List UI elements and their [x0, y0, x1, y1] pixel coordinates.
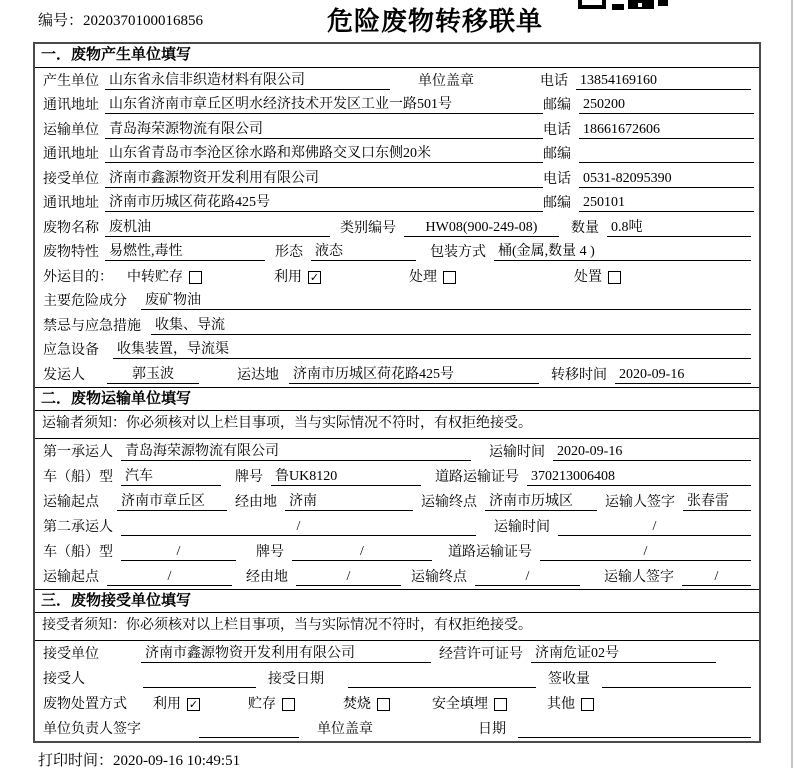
- section-producer-heading: 一．废物产生单位填写: [35, 44, 759, 68]
- section-producer: [35, 44, 759, 387]
- receiver-address-value: 济南市历城区荷花路425号: [105, 191, 543, 212]
- plate1-label: 牌号: [235, 469, 263, 485]
- transport-unit-label: 运输单位: [43, 122, 99, 138]
- transport-time2-label: 运输时间: [494, 519, 550, 535]
- waste-traits-value: 易燃性,毒性: [105, 240, 265, 261]
- producer-address-value: 山东省济南市章丘区明水经济技术开发区工业一路501号: [105, 93, 543, 114]
- transport-notice: 运输者须知：你必须核对以上栏目事项，当与实际情况不符时，有权拒绝接受。: [35, 411, 759, 439]
- waste-code-value: HW08(900-249-08): [404, 220, 559, 237]
- row-vehicle2: [35, 539, 759, 564]
- receipt-qty-label: 签收量: [548, 671, 590, 687]
- manifest-form: [33, 42, 761, 743]
- route2-via-label: 经由地: [246, 569, 288, 585]
- row-vehicle1: [35, 464, 759, 489]
- route1-sign-label: 运输人签字: [605, 494, 675, 510]
- transport-time1-value: 2020-09-16: [553, 444, 751, 461]
- row-transport-unit: [35, 117, 759, 142]
- sender-label: 发运人: [43, 367, 85, 383]
- row-transfer-purpose: [35, 264, 759, 289]
- transport-time1-label: 运输时间: [489, 444, 545, 460]
- row-receiver-unit: [35, 166, 759, 191]
- first-carrier-label: 第一承运人: [43, 444, 113, 460]
- receiver-address-label: 通讯地址: [43, 196, 99, 211]
- purpose-option-use-label: 利用: [274, 269, 302, 285]
- print-time-label: 打印时间：: [38, 753, 114, 769]
- producer-phone-value: 13854169160: [576, 73, 751, 90]
- row-first-carrier: [35, 439, 759, 464]
- packing-label: 包装方式: [430, 245, 486, 260]
- route2-via-value: /: [296, 569, 401, 586]
- route2-end-value: /: [475, 569, 580, 586]
- route2-start-label: 运输起点: [43, 569, 99, 585]
- sender-value: 郭玉波: [107, 363, 199, 384]
- license-value: 济南危证02号: [531, 642, 716, 663]
- waste-qty-label: 数量: [571, 220, 599, 236]
- receiver-unit-label: 接受单位: [43, 171, 99, 187]
- route2-sign-label: 运输人签字: [604, 569, 674, 585]
- row-accept-unit: [35, 641, 759, 666]
- transport-phone-label: 电话: [543, 122, 571, 138]
- transport-zip-label: 邮编: [543, 147, 571, 162]
- producer-unit-label: 产生单位: [43, 73, 99, 89]
- row-transport-address: [35, 142, 759, 167]
- disposal-other-label: 其他: [547, 696, 575, 712]
- disposal-other-checkbox: [581, 698, 594, 711]
- plate2-label: 牌号: [256, 544, 284, 560]
- producer-zip-value: 250200: [579, 97, 754, 114]
- vehicle-type1-value: 汽车: [121, 465, 221, 486]
- disposal-use-label: 利用: [153, 696, 181, 712]
- receiver-phone-value: 0531-82095390: [579, 171, 754, 188]
- purpose-option-storage-label: 中转贮存: [127, 269, 183, 285]
- disposal-landfill-checkbox: [494, 698, 507, 711]
- purpose-storage-checkbox: [189, 271, 202, 284]
- row-receiver-address: [35, 191, 759, 216]
- first-carrier-value: 青岛海荣源物流有限公司: [121, 440, 471, 461]
- plate2-value: /: [292, 544, 432, 561]
- section-receiver: [35, 589, 759, 741]
- producer-phone-label: 电话: [540, 73, 568, 89]
- route1-end-label: 运输终点: [421, 494, 477, 510]
- disposal-incinerate-label: 焚烧: [343, 696, 371, 712]
- route1-sign-value: 张春雷: [683, 490, 751, 511]
- waste-name-label: 废物名称: [43, 220, 99, 236]
- disposal-storage-label: 贮存: [248, 696, 276, 712]
- row-second-carrier: [35, 514, 759, 539]
- producer-address-label: 通讯地址: [43, 98, 99, 113]
- section-receiver-heading: 三．废物接受单位填写: [35, 589, 759, 613]
- row-producer-unit: [35, 68, 759, 93]
- transport-time2-value: /: [558, 519, 751, 536]
- waste-form-label: 形态: [275, 245, 303, 260]
- print-time-line: [38, 749, 240, 770]
- row-producer-address: [35, 93, 759, 118]
- transfer-time-value: 2020-09-16: [615, 367, 751, 384]
- section-transport: [35, 387, 759, 589]
- waste-code-label: 类别编号: [340, 220, 396, 236]
- unit-seal2-label: 单位盖章: [317, 721, 373, 737]
- unit-seal-label: 单位盖章: [418, 73, 474, 89]
- destination-value: 济南市历城区荷花路425号: [289, 363, 539, 384]
- row-emergency-equipment: [35, 338, 759, 363]
- row-accept-person: [35, 666, 759, 691]
- row-dispatch: [35, 362, 759, 387]
- vehicle-type1-label: 车（船）型: [43, 469, 113, 485]
- route1-via-value: 济南: [285, 490, 413, 511]
- route1-start-value: 济南市章丘区: [117, 490, 227, 511]
- purpose-option-treat-label: 处理: [409, 269, 437, 285]
- transport-unit-value: 青岛海荣源物流有限公司: [105, 118, 543, 139]
- serial-value: 2020370100016856: [83, 13, 204, 29]
- emergency-measures-label: 禁忌与应急措施: [43, 318, 141, 334]
- disposal-landfill-label: 安全填埋: [432, 696, 488, 712]
- second-carrier-value: /: [121, 519, 476, 536]
- accept-unit-value: 济南市鑫源物资开发利用有限公司: [141, 642, 431, 663]
- road-permit1-value: 370213006408: [527, 469, 751, 486]
- section-transport-heading: 二．废物运输单位填写: [35, 387, 759, 411]
- hazard-component-value: 废矿物油: [141, 289, 751, 310]
- emergency-measures-value: 收集、导流: [151, 314, 751, 335]
- waste-qty-value: 0.8吨: [607, 216, 751, 237]
- accept-date-value: [348, 671, 536, 688]
- accept-person-value: [143, 671, 256, 688]
- emergency-equipment-value: 收集装置，导流渠: [113, 338, 751, 359]
- transfer-time-label: 转移时间: [551, 367, 607, 383]
- vehicle-type2-label: 车（船）型: [43, 544, 113, 560]
- transport-address-label: 通讯地址: [43, 147, 99, 162]
- sign-date-value: [518, 721, 751, 738]
- second-carrier-label: 第二承运人: [43, 519, 113, 535]
- receiver-phone-label: 电话: [543, 171, 571, 187]
- serial-label: 编号：: [38, 13, 84, 29]
- row-route2: [35, 564, 759, 589]
- road-permit1-label: 道路运输证号: [435, 469, 519, 485]
- hazard-component-label: 主要危险成分: [43, 294, 127, 309]
- sign-date-label: 日期: [478, 721, 506, 737]
- waste-form-value: 液态: [311, 240, 416, 261]
- receiver-zip-label: 邮编: [543, 196, 571, 211]
- road-permit2-label: 道路运输证号: [448, 544, 532, 560]
- row-emergency-measures: [35, 313, 759, 338]
- route2-end-label: 运输终点: [411, 569, 467, 585]
- row-route1: [35, 489, 759, 514]
- responsible-sign-label: 单位负责人签字: [43, 721, 141, 737]
- route2-sign-value: /: [682, 569, 751, 586]
- purpose-label: 外运目的：: [43, 269, 113, 285]
- row-waste-name: [35, 215, 759, 240]
- route1-start-label: 运输起点: [43, 494, 99, 510]
- disposal-use-checkbox: ✓: [188, 697, 199, 711]
- print-time-value: 2020-09-16 10:49:51: [113, 753, 241, 769]
- packing-value: 桶(金属,数量 4 ): [494, 240, 751, 261]
- waste-traits-label: 废物特性: [43, 245, 99, 260]
- receiver-unit-value: 济南市鑫源物资开发利用有限公司: [105, 167, 543, 188]
- destination-label: 运达地: [237, 367, 279, 383]
- row-waste-traits: [35, 240, 759, 265]
- disposal-incinerate-checkbox: [377, 698, 390, 711]
- accept-person-label: 接受人: [43, 671, 85, 687]
- disposal-method-label: 废物处置方式: [43, 696, 127, 712]
- route2-start-value: /: [107, 569, 232, 586]
- disposal-storage-checkbox: [282, 698, 295, 711]
- route1-via-label: 经由地: [235, 494, 277, 510]
- waste-name-value: 废机油: [105, 216, 330, 237]
- producer-zip-label: 邮编: [543, 98, 571, 113]
- accept-date-label: 接受日期: [268, 671, 324, 687]
- row-hazard-component: [35, 289, 759, 314]
- purpose-use-checkbox: ✓: [309, 270, 320, 284]
- receipt-qty-value: [602, 671, 751, 688]
- plate1-value: 鲁UK8120: [271, 465, 421, 486]
- receiver-zip-value: 250101: [579, 195, 754, 212]
- row-responsible-sign: [35, 716, 759, 741]
- page-edge-divider: [791, 0, 793, 768]
- purpose-option-dispose-label: 处置: [574, 269, 602, 285]
- route1-end-value: 济南市历城区: [485, 490, 597, 511]
- road-permit2-value: /: [540, 544, 751, 561]
- producer-unit-value: 山东省永信非织造材料有限公司: [105, 69, 390, 90]
- responsible-sign-value: [199, 721, 299, 738]
- transport-zip-value: [579, 146, 754, 163]
- receiver-notice: 接受者须知：你必须核对以上栏目事项，当与实际情况不符时，有权拒绝接受。: [35, 613, 759, 641]
- transport-address-value: 山东省青岛市李沧区徐水路和郑佛路交叉口东侧20米: [105, 142, 543, 163]
- document-title: 危险废物转移联单: [326, 6, 543, 36]
- emergency-equipment-label: 应急设备: [43, 343, 99, 358]
- row-disposal-method: [35, 691, 759, 716]
- purpose-treat-checkbox: [443, 271, 456, 284]
- transport-phone-value: 18661672606: [579, 122, 754, 139]
- vehicle-type2-value: /: [121, 544, 236, 561]
- accept-unit-label: 接受单位: [43, 646, 99, 662]
- purpose-dispose-checkbox: [608, 271, 621, 284]
- license-label: 经营许可证号: [439, 646, 523, 662]
